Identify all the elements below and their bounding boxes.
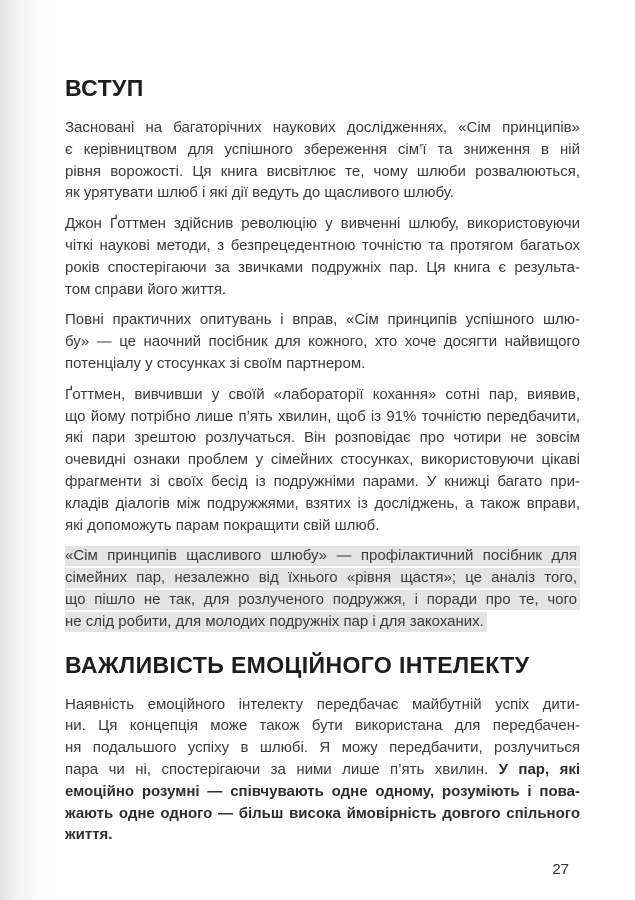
text-line [65, 406, 580, 428]
paragraph [65, 117, 580, 204]
text-segment: сімейних пар, незалежно від їхнього «рівня щастя»; це аналіз того, [65, 568, 580, 588]
text-segment: ня подальшого успіху в шлюбі. Я можу передбачити, розлучиться [65, 739, 580, 757]
page-spine-shadow [0, 0, 52, 900]
text-segment: потенціалу у стосунках зі своїм партнером. [65, 354, 366, 372]
text-line [65, 257, 580, 279]
text-segment: том справи його життя. [65, 280, 227, 298]
text-line [65, 182, 580, 204]
text-line [65, 235, 580, 257]
text-line [65, 567, 580, 589]
text-segment: рівня ворожості. Ця книга висвітлює те, чому шлюби розвалюються, [65, 162, 580, 180]
text-line [65, 279, 580, 301]
text-segment: Ґоттмен, вивчивши у своїй «лабораторії кохання» сотні пар, виявив, [65, 385, 580, 403]
text-line [65, 309, 580, 331]
text-segment: пара чи ні, спостерігаючи за ними лише п’ять хвилин. [65, 760, 499, 778]
text-line [65, 449, 580, 471]
text-line [65, 139, 580, 161]
text-line [65, 803, 580, 825]
text-segment: Джон Ґоттмен здійснив революцію у вивченні шлюбу, використовуючи [65, 215, 580, 233]
text-line [65, 545, 580, 567]
text-segment: Повні практичних опитувань і вправ, «Сім принципів успішного шлю- [65, 311, 580, 329]
section-heading-vstup: ВСТУП [65, 75, 144, 101]
text-segment: років спостерігаючи за звичками подружніх пар. Ця книга є результа- [65, 258, 580, 276]
text-segment: є керівництвом для успішного збереження сім’ї та зниження в ній [65, 140, 580, 158]
text-line [65, 589, 580, 611]
text-segment: які допоможуть парам покращити свій шлюб. [65, 516, 380, 534]
paragraph [65, 213, 580, 300]
page-number: 27 [552, 861, 569, 878]
text-segment: фрагменти зі своїх бесід із подружніми парами. У книжці багато при- [65, 472, 580, 490]
text-line [65, 353, 580, 375]
text-segment: «Сім принципів щасливого шлюбу» — профілактичний посібник для [65, 546, 580, 566]
text-line [65, 694, 580, 716]
text-segment: бу» — це наочний посібник для кожного, хто хоче досягти найвищого [65, 333, 580, 351]
text-line [65, 824, 580, 846]
text-line [65, 515, 580, 537]
highlighted-paragraph [65, 545, 580, 632]
text-line [65, 493, 580, 515]
text-line [65, 427, 580, 449]
text-line [65, 611, 580, 633]
paragraph [65, 309, 580, 374]
text-segment: очевидні ознаки проблем у сімейних стосунках, використовуючи цікаві [65, 451, 580, 469]
bold-text-segment: У пар, які [498, 760, 580, 778]
text-segment: як урятувати шлюб і які дії ведуть до щасливого шлюбу. [65, 184, 454, 202]
bold-text-segment: життя. [65, 826, 113, 844]
text-line [65, 781, 580, 803]
text-segment: кладів діалогів між подружжями, взятих із досліджень, а також вправи, [65, 494, 580, 512]
text-segment: не слід робити, для молодих подружніх пар і для закоханих. [65, 612, 487, 632]
text-segment: що пішло не так, для розлученого подружжя, і поради про те, чого [65, 590, 580, 610]
text-line [65, 715, 580, 737]
page-content [65, 74, 580, 846]
text-segment: ни. Ця концепція може також бути використана для передбачен- [65, 717, 580, 735]
bold-text-segment: жають одне одного — більш висока ймовірність довгого спільного [65, 804, 580, 822]
paragraph [65, 384, 580, 537]
text-line [65, 737, 580, 759]
paragraph [65, 694, 580, 847]
text-line [65, 161, 580, 183]
text-segment: які пари зрештою розлучаться. Він розповідає про чотири не зовсім [65, 429, 580, 447]
text-line [65, 331, 580, 353]
text-segment: Засновані на багаторічних наукових дослідженнях, «Сім принципів» [65, 119, 580, 136]
bold-text-segment: емоційно розумні — співчувають одне одному, розуміють і пова- [65, 782, 580, 800]
text-segment: Наявність емоційного інтелекту передбачає майбутній успіх дити- [65, 695, 580, 713]
section-heading-vazhlyvist-emotsiinoho-intelektu: ВАЖЛИВІСТЬ ЕМОЦІЙНОГО ІНТЕЛЕКТУ [65, 651, 530, 678]
text-segment: що йому потрібно лише п’ять хвилин, щоб із 91% точністю передбачити, [65, 407, 580, 425]
text-line [65, 213, 580, 235]
text-line [65, 759, 580, 781]
text-line [65, 117, 580, 139]
text-line [65, 471, 580, 493]
text-line [65, 384, 580, 406]
text-segment: чіткі наукові методи, з безпрецедентною точністю та протягом багатьох [65, 236, 580, 254]
